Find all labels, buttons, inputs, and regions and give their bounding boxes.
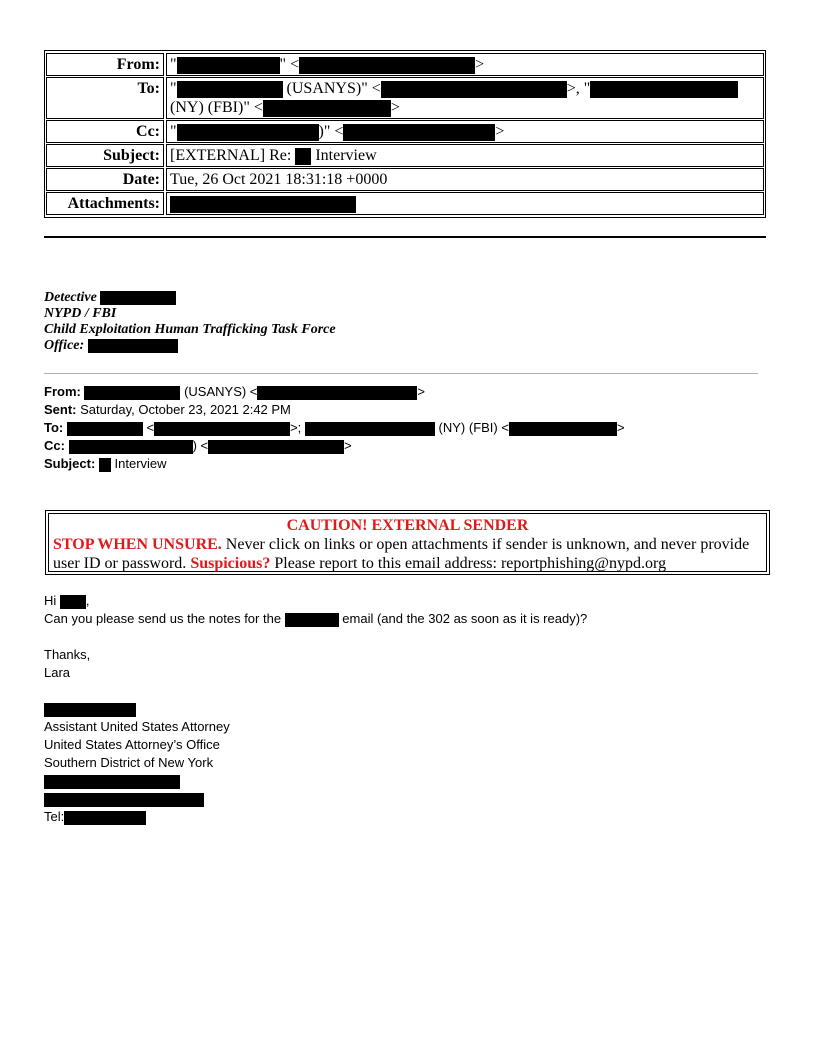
header-divider bbox=[44, 236, 766, 238]
quoted-cc-mid: ) < bbox=[192, 438, 209, 453]
header-row-date bbox=[46, 168, 764, 191]
cc-mid: )" < bbox=[318, 123, 344, 140]
redaction-box bbox=[44, 775, 180, 789]
redaction-box bbox=[64, 811, 146, 825]
to-value bbox=[166, 77, 764, 119]
quoted-sent-value: Saturday, October 23, 2021 2:42 PM bbox=[76, 402, 291, 417]
from-quote-mid: " < bbox=[279, 56, 300, 73]
redaction-box bbox=[305, 422, 435, 436]
redaction-box bbox=[154, 422, 290, 436]
warning-title: CAUTION! EXTERNAL SENDER bbox=[286, 517, 529, 534]
quoted-to-label: To: bbox=[44, 420, 64, 435]
header-row-subject bbox=[46, 144, 764, 167]
redaction-box bbox=[381, 81, 567, 98]
sig-address-2 bbox=[44, 790, 587, 808]
request-line bbox=[44, 610, 587, 628]
request-suffix: email (and the 302 as soon as it is ready)? bbox=[338, 611, 588, 626]
from-quote-open: " bbox=[170, 56, 177, 73]
redaction-box bbox=[177, 57, 280, 74]
sig-office: United States Attorney’s Office bbox=[44, 737, 220, 752]
subject-suffix: Interview bbox=[311, 147, 377, 164]
attachments-value bbox=[166, 192, 764, 215]
quoted-sent-line bbox=[44, 401, 625, 419]
greeting-comma: , bbox=[85, 593, 90, 608]
signature-title-line bbox=[44, 290, 336, 306]
date-value: Tue, 26 Oct 2021 18:31:18 +0000 bbox=[166, 168, 764, 191]
quoted-to-close: > bbox=[616, 420, 625, 435]
redaction-box bbox=[257, 386, 417, 400]
redaction-box bbox=[99, 458, 111, 472]
tel-label: Tel: bbox=[44, 809, 65, 824]
redaction-box bbox=[84, 386, 180, 400]
quoted-subject-suffix: Interview bbox=[110, 456, 167, 471]
subject-value bbox=[166, 144, 764, 167]
redaction-box bbox=[177, 124, 319, 141]
redaction-box bbox=[44, 703, 136, 717]
signature-agency: NYPD / FBI bbox=[44, 306, 117, 321]
redaction-box bbox=[343, 124, 495, 141]
email-body bbox=[44, 592, 587, 826]
signature-office-label: Office: bbox=[44, 338, 85, 353]
header-row-to bbox=[46, 77, 764, 119]
signature-office-line bbox=[44, 338, 336, 354]
attachments-label: Attachments: bbox=[46, 192, 164, 215]
external-sender-warning bbox=[45, 510, 770, 575]
redaction-box bbox=[170, 196, 356, 213]
quoted-sent-label: Sent: bbox=[44, 402, 77, 417]
quote-divider bbox=[44, 373, 758, 374]
quoted-from-label: From: bbox=[44, 384, 81, 399]
report-line: Please report to this email address: reportphishing@nypd.org bbox=[270, 555, 667, 572]
warning-inner bbox=[48, 513, 767, 572]
from-value bbox=[166, 53, 764, 76]
to-fbi: (NY) (FBI)" < bbox=[170, 99, 263, 116]
sig-name-line bbox=[44, 700, 587, 718]
from-quote-close: > bbox=[475, 56, 485, 73]
redaction-box bbox=[60, 595, 86, 609]
cc-value bbox=[166, 120, 764, 143]
to-label: To: bbox=[46, 77, 164, 119]
warning-text bbox=[53, 535, 762, 573]
to-usanys: (USANYS)" < bbox=[282, 80, 381, 97]
redaction-box bbox=[88, 339, 178, 353]
stop-when-unsure: STOP WHEN UNSURE. bbox=[53, 536, 222, 553]
redaction-box bbox=[299, 57, 475, 74]
quoted-to-lt: < bbox=[142, 420, 155, 435]
closing: Thanks, bbox=[44, 647, 91, 662]
quoted-cc-line bbox=[44, 437, 625, 455]
quoted-cc-label: Cc: bbox=[44, 438, 65, 453]
date-label: Date: bbox=[46, 168, 164, 191]
cc-quote-open: " bbox=[170, 123, 177, 140]
quoted-from-mid: (USANYS) < bbox=[180, 384, 258, 399]
warning-line: Never click on links or open attachments if sender is unknown, and never provide user ID or password. bbox=[53, 536, 750, 572]
subject-label: Subject: bbox=[46, 144, 164, 167]
redaction-box bbox=[295, 148, 311, 165]
redaction-box bbox=[100, 291, 176, 305]
sender-name: Lara bbox=[44, 665, 71, 680]
from-label: From: bbox=[46, 53, 164, 76]
redaction-box bbox=[44, 793, 204, 807]
email-header-table bbox=[44, 50, 766, 218]
to-quote-open: " bbox=[170, 80, 177, 97]
signature-unit: Child Exploitation Human Trafficking Task Force bbox=[44, 322, 336, 337]
quoted-from-close: > bbox=[417, 384, 425, 399]
quoted-from-line bbox=[44, 383, 625, 401]
header-row-attachments bbox=[46, 192, 764, 215]
redaction-box bbox=[67, 422, 143, 436]
request-prefix: Can you please send us the notes for the bbox=[44, 611, 285, 626]
redaction-box bbox=[208, 440, 344, 454]
quoted-subject-line bbox=[44, 455, 625, 473]
redaction-box bbox=[285, 613, 339, 627]
greeting: Hi bbox=[44, 593, 57, 608]
quoted-to-sep: >; bbox=[290, 420, 305, 435]
redaction-box bbox=[177, 81, 283, 98]
redaction-box bbox=[590, 81, 738, 98]
detective-signature bbox=[44, 290, 336, 354]
quoted-header bbox=[44, 383, 625, 473]
redaction-box bbox=[69, 440, 193, 454]
header-row-cc bbox=[46, 120, 764, 143]
sig-address-1 bbox=[44, 772, 587, 790]
subject-prefix: [EXTERNAL] Re: bbox=[170, 147, 296, 164]
sig-district: Southern District of New York bbox=[44, 755, 214, 770]
quoted-to-fbi: (NY) (FBI) < bbox=[434, 420, 509, 435]
quoted-cc-close: > bbox=[344, 438, 352, 453]
to-close: > bbox=[390, 99, 400, 116]
suspicious-label: Suspicious? bbox=[190, 555, 271, 572]
cc-close: > bbox=[495, 123, 505, 140]
quoted-subject-label: Subject: bbox=[44, 456, 96, 471]
signature-title: Detective bbox=[44, 290, 97, 305]
cc-label: Cc: bbox=[46, 120, 164, 143]
redaction-box bbox=[509, 422, 617, 436]
to-separator: >, " bbox=[566, 80, 591, 97]
header-row-from bbox=[46, 53, 764, 76]
quoted-to-line bbox=[44, 419, 625, 437]
sig-tel-line bbox=[44, 808, 587, 826]
redaction-box bbox=[263, 100, 391, 117]
greeting-line bbox=[44, 592, 587, 610]
sig-role: Assistant United States Attorney bbox=[44, 719, 230, 734]
